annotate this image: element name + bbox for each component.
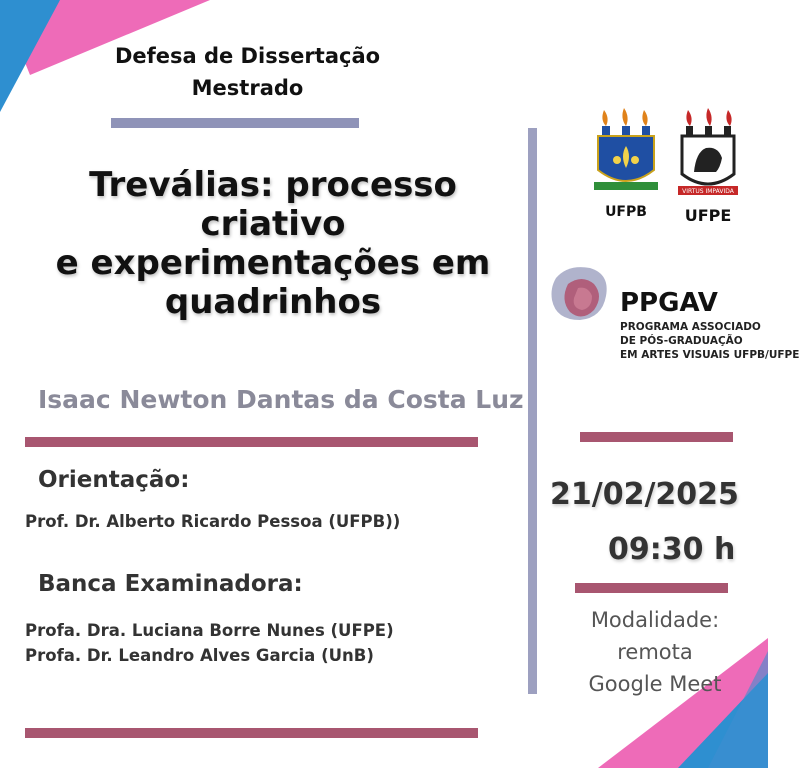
- title-line-3: quadrinhos: [164, 282, 382, 322]
- author-divider: [25, 437, 478, 447]
- header-line-1: Defesa de Dissertação: [114, 44, 381, 68]
- orientacao-heading: Orientação:: [38, 467, 190, 493]
- event-time: 09:30 h: [608, 532, 736, 567]
- right-divider-bottom: [575, 583, 728, 593]
- orientador-name: Prof. Dr. Alberto Ricardo Pessoa (UFPB)): [25, 512, 401, 531]
- ufpb-label: UFPB: [605, 204, 647, 220]
- event-header: [100, 40, 395, 104]
- author-name: Isaac Newton Dantas da Costa Luz: [38, 385, 524, 414]
- title-line-1: Treválias: processo criativo: [89, 165, 457, 244]
- banca-member-2: Profa. Dr. Leandro Alves Garcia (UnB): [25, 646, 374, 665]
- banca-heading: Banca Examinadora:: [38, 571, 303, 597]
- modalidade-label: Modalidade:: [590, 608, 720, 632]
- right-divider-top: [580, 432, 733, 442]
- vertical-separator: [528, 128, 537, 694]
- header-divider: [111, 118, 359, 128]
- ppgav-subtitle-line-1: PROGRAMA ASSOCIADO: [620, 321, 761, 333]
- bottom-divider: [25, 728, 478, 738]
- modalidade-block: [575, 604, 735, 700]
- ufpe-crest-icon: [676, 108, 740, 208]
- ppgav-subtitle: [620, 320, 799, 362]
- modalidade-platform: Google Meet: [588, 672, 722, 696]
- title-line-2: e experimentações em: [55, 243, 491, 283]
- ppgav-blob-logo-icon: [548, 262, 614, 328]
- ppgav-subtitle-line-2: DE PÓS-GRADUAÇÃO: [620, 335, 743, 347]
- ufpb-crest-icon: [590, 108, 662, 208]
- ufpe-label: UFPE: [684, 206, 732, 225]
- ufpe-logo: [676, 108, 740, 225]
- svg-text:VIRTUS IMPAVIDA: VIRTUS IMPAVIDA: [682, 188, 734, 195]
- ufpb-logo: [590, 108, 662, 220]
- modalidade-type: remota: [617, 640, 693, 664]
- ppgav-title: PPGAV: [620, 288, 718, 318]
- banca-member-1: Profa. Dra. Luciana Borre Nunes (UFPE): [25, 621, 394, 640]
- header-line-2: Mestrado: [191, 76, 304, 100]
- dissertation-title: [18, 166, 528, 322]
- ppgav-subtitle-line-3: EM ARTES VISUAIS UFPB/UFPE: [620, 349, 799, 361]
- event-date: 21/02/2025: [550, 477, 739, 512]
